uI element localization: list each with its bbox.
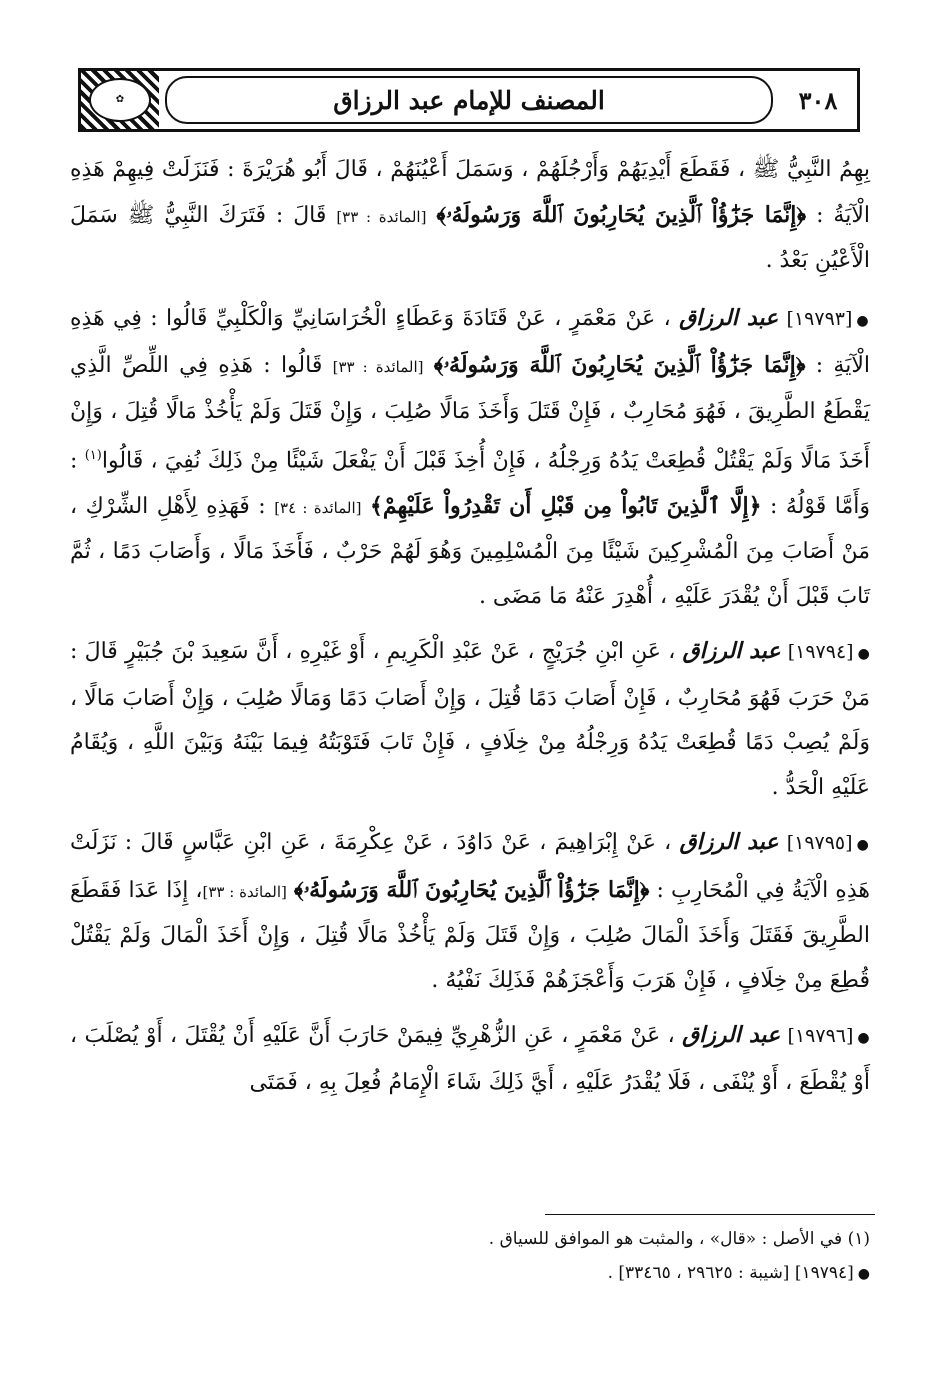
paragraph-continuation: بِهِمُ النَّبِيُّ ﷺ ، فَقَطَعَ أَيْدِيَهُمْ وَأَرْجُلَهُمْ ، وَسَمَلَ أَعْيُنَهُمْ ، قَالَ أَبُو هُرَيْرَةَ : فَنَزَلَتْ فِيهِمْ هَذِهِ الْآيَةُ : ﴿إِنَّمَا جَزَٰٓؤُاْ ٱلَّذِينَ يُحَارِبُونَ ٱللَّهَ وَرَسُولَهُۥ﴾ [المائدة : ٣٣] قَالَ : فَتَرَكَ النَّبِيُّ ﷺ سَمَلَ الْأَعْيُنِ بَعْدُ . bbox=[70, 157, 871, 273]
hadith-number: [١٩٧٩٥] bbox=[786, 832, 853, 855]
footnote-divider bbox=[545, 1214, 875, 1215]
quran-verse: ﴿إِنَّمَا جَزَٰٓؤُاْ ٱلَّذِينَ يُحَارِبُونَ ٱللَّهَ وَرَسُولَهُۥ﴾ bbox=[293, 876, 650, 903]
quran-verse: ﴿إِنَّمَا جَزَٰٓؤُاْ ٱلَّذِينَ يُحَارِبُونَ ٱللَّهَ وَرَسُولَهُۥ﴾ bbox=[433, 352, 806, 378]
footnote-source: ●[١٩٧٩٤] [شيبة : ٢٩٦٢٥ ، ٣٣٤٦٥] . bbox=[607, 1263, 870, 1283]
quran-verse: ﴿إِلَّا ٱلَّذِينَ تَابُواْ مِن قَبْلِ أَن تَقْدِرُواْ عَلَيْهِمْ﴾ bbox=[369, 492, 762, 519]
author-name: عبد الرزاق bbox=[679, 304, 779, 331]
ornament-seal: ✿ bbox=[89, 78, 151, 122]
page-header bbox=[78, 68, 860, 132]
header-ornament-left bbox=[81, 71, 159, 129]
author-name: عبد الرزاق bbox=[679, 829, 779, 856]
page-number: ٣٠٨ bbox=[798, 85, 838, 115]
hadith-number: [١٩٧٩٣] bbox=[786, 307, 853, 330]
hadith-number: [١٩٧٩٤] bbox=[787, 641, 854, 664]
author-name: عبد الرزاق bbox=[682, 1022, 781, 1049]
author-name: عبد الرزاق bbox=[682, 638, 781, 665]
verse-reference: [المائدة : ٣٣] bbox=[202, 882, 287, 901]
bullet-icon: ● bbox=[857, 646, 871, 663]
bullet-icon: ● bbox=[856, 312, 871, 329]
hadith-19794: ●[١٩٧٩٤] عبد الرزاق ، عَنِ ابْنِ جُرَيْجٍ ، عَنْ عَبْدِ الْكَرِيمِ ، أَوْ غَيْرِهِ ، أَنَّ سَعِيدَ بْنَ جُبَيْرٍ قَالَ : مَنْ حَرَبَ فَهُوَ مُحَارِبٌ ، فَإِنْ أَصَابَ دَمًا قُتِلَ ، وَإِنْ أَصَابَ دَمًا وَمَالًا صُلِبَ ، وَإِنْ أَصَابَ مَالًا ، وَلَمْ يُصِبْ دَمًا قُطِعَتْ يَدُهُ وَرِجْلُهُ مِنْ خِلَافٍ ، فَإِنْ تَابَ فَتَوْبَتُهُ فِيمَا بَيْنَهُ وَبَيْنَ اللَّهِ ، وَيُقَامُ عَلَيْهِ الْحَدُّ . bbox=[70, 638, 871, 800]
page-body bbox=[70, 148, 870, 1115]
bullet-icon: ● bbox=[857, 1266, 870, 1282]
footnote-1: (١) في الأصل : «قال» ، والمثبت هو الموافق للسياق . bbox=[488, 1229, 870, 1249]
verse-reference: [المائدة : ٣٣] bbox=[332, 358, 424, 376]
book-title bbox=[165, 76, 773, 124]
hadith-19796: ●[١٩٧٩٦] عبد الرزاق ، عَنْ مَعْمَرٍ ، عَنِ الزُّهْرِيِّ فِيمَنْ حَارَبَ أَنَّ عَلَيْهِ أَنْ يُقْتَلَ ، أَوْ يُصْلَبَ ، أَوْ يُقْطَعَ ، أَوْ يُنْفَى ، فَلَا يُقْدَرُ عَلَيْهِ ، أَيَّ ذَلِكَ شَاءَ الْإِمَامُ فُعِلَ بِهِ ، فَمَتَى bbox=[70, 1022, 871, 1095]
footnote-marker[interactable]: (١) bbox=[84, 448, 102, 463]
footnotes bbox=[70, 1222, 870, 1291]
bullet-icon: ● bbox=[856, 837, 870, 854]
quran-verse: ﴿إِنَّمَا جَزَٰٓؤُاْ ٱلَّذِينَ يُحَارِبُونَ ٱللَّهَ وَرَسُولَهُۥ﴾ bbox=[436, 201, 807, 228]
book-title-text: المصنف للإمام عبد الرزاق bbox=[333, 85, 605, 115]
verse-reference: [المائدة : ٣٤] bbox=[274, 498, 362, 517]
hadith-number: [١٩٧٩٦] bbox=[787, 1025, 854, 1048]
hadith-19795: ●[١٩٧٩٥] عبد الرزاق ، عَنْ إِبْرَاهِيمَ ، عَنْ دَاوُدَ ، عَنْ عِكْرِمَةَ ، عَنِ ابْنِ عَبَّاسٍ قَالَ : نَزَلَتْ هَذِهِ الْآيَةُ فِي الْمُحَارِبِ : ﴿إِنَّمَا جَزَٰٓؤُاْ ٱلَّذِينَ يُحَارِبُونَ ٱللَّهَ وَرَسُولَهُۥ﴾ [المائدة : ٣٣]، إِذَا عَدَا فَقَطَعَ الطَّرِيقَ فَقَتَلَ وَأَخَذَ الْمَالَ صُلِبَ ، وَإِنْ قَتَلَ وَلَمْ يَأْخُذْ مَالًا قُتِلَ ، وَإِنْ أَخَذَ الْمَالَ وَلَمْ يَقْتُلْ قُطِعَ مِنْ خِلَافٍ ، فَإِنْ هَرَبَ وَأَعْجَزَهُمْ فَذَلِكَ نَفْيُهُ . bbox=[70, 829, 870, 993]
hadith-19793: ●[١٩٧٩٣] عبد الرزاق ، عَنْ مَعْمَرٍ ، عَنْ قَتَادَةَ وَعَطَاءٍ الْخُرَاسَانِيِّ وَالْكَلْبِيِّ قَالُوا : فِي هَذِهِ الْآيَةِ : ﴿إِنَّمَا جَزَٰٓؤُاْ ٱلَّذِينَ يُحَارِبُونَ ٱللَّهَ وَرَسُولَهُۥ﴾ [المائدة : ٣٣] قَالُوا : هَذِهِ فِي اللِّصِّ الَّذِي يَقْطَعُ الطَّرِيقَ ، فَهُوَ مُحَارِبٌ ، فَإِنْ قَتَلَ وَأَخَذَ مَالًا صُلِبَ ، وَإِنْ قَتَلَ وَلَمْ يَأْخُذْ مَالًا قُتِلَ ، وَإِنْ أَخَذَ مَالًا وَلَمْ يَقْتُلْ قُطِعَتْ يَدُهُ وَرِجْلُهُ ، فَإِنْ أُخِذَ قَبْلَ أَنْ يَفْعَلَ شَيْئًا مِنْ ذَلِكَ نُفِيَ ، قَالُوا$^{(١)}$ : وَأَمَّا قَوْلُهُ : ﴿إِلَّا ٱلَّذِينَ تَابُواْ مِن قَبْلِ أَن تَقْدِرُواْ عَلَيْهِمْ﴾ [المائدة : ٣٤] : فَهَذِهِ لِأَهْلِ الشِّرْكِ ، مَنْ أَصَابَ مِنَ الْمُشْرِكِينَ شَيْئًا مِنَ الْمُسْلِمِينَ وَهُوَ لَهُمْ حَرْبٌ ، فَأَخَذَ مَالًا ، وَأَصَابَ دَمًا ، ثُمَّ تَابَ قَبْلَ أَنْ يُقْدَرَ عَلَيْهِ ، أُهْدِرَ عَنْهُ مَا مَضَى . bbox=[70, 304, 871, 609]
verse-reference: [المائدة : ٣٣] bbox=[336, 207, 427, 226]
bullet-icon: ● bbox=[857, 1030, 871, 1047]
